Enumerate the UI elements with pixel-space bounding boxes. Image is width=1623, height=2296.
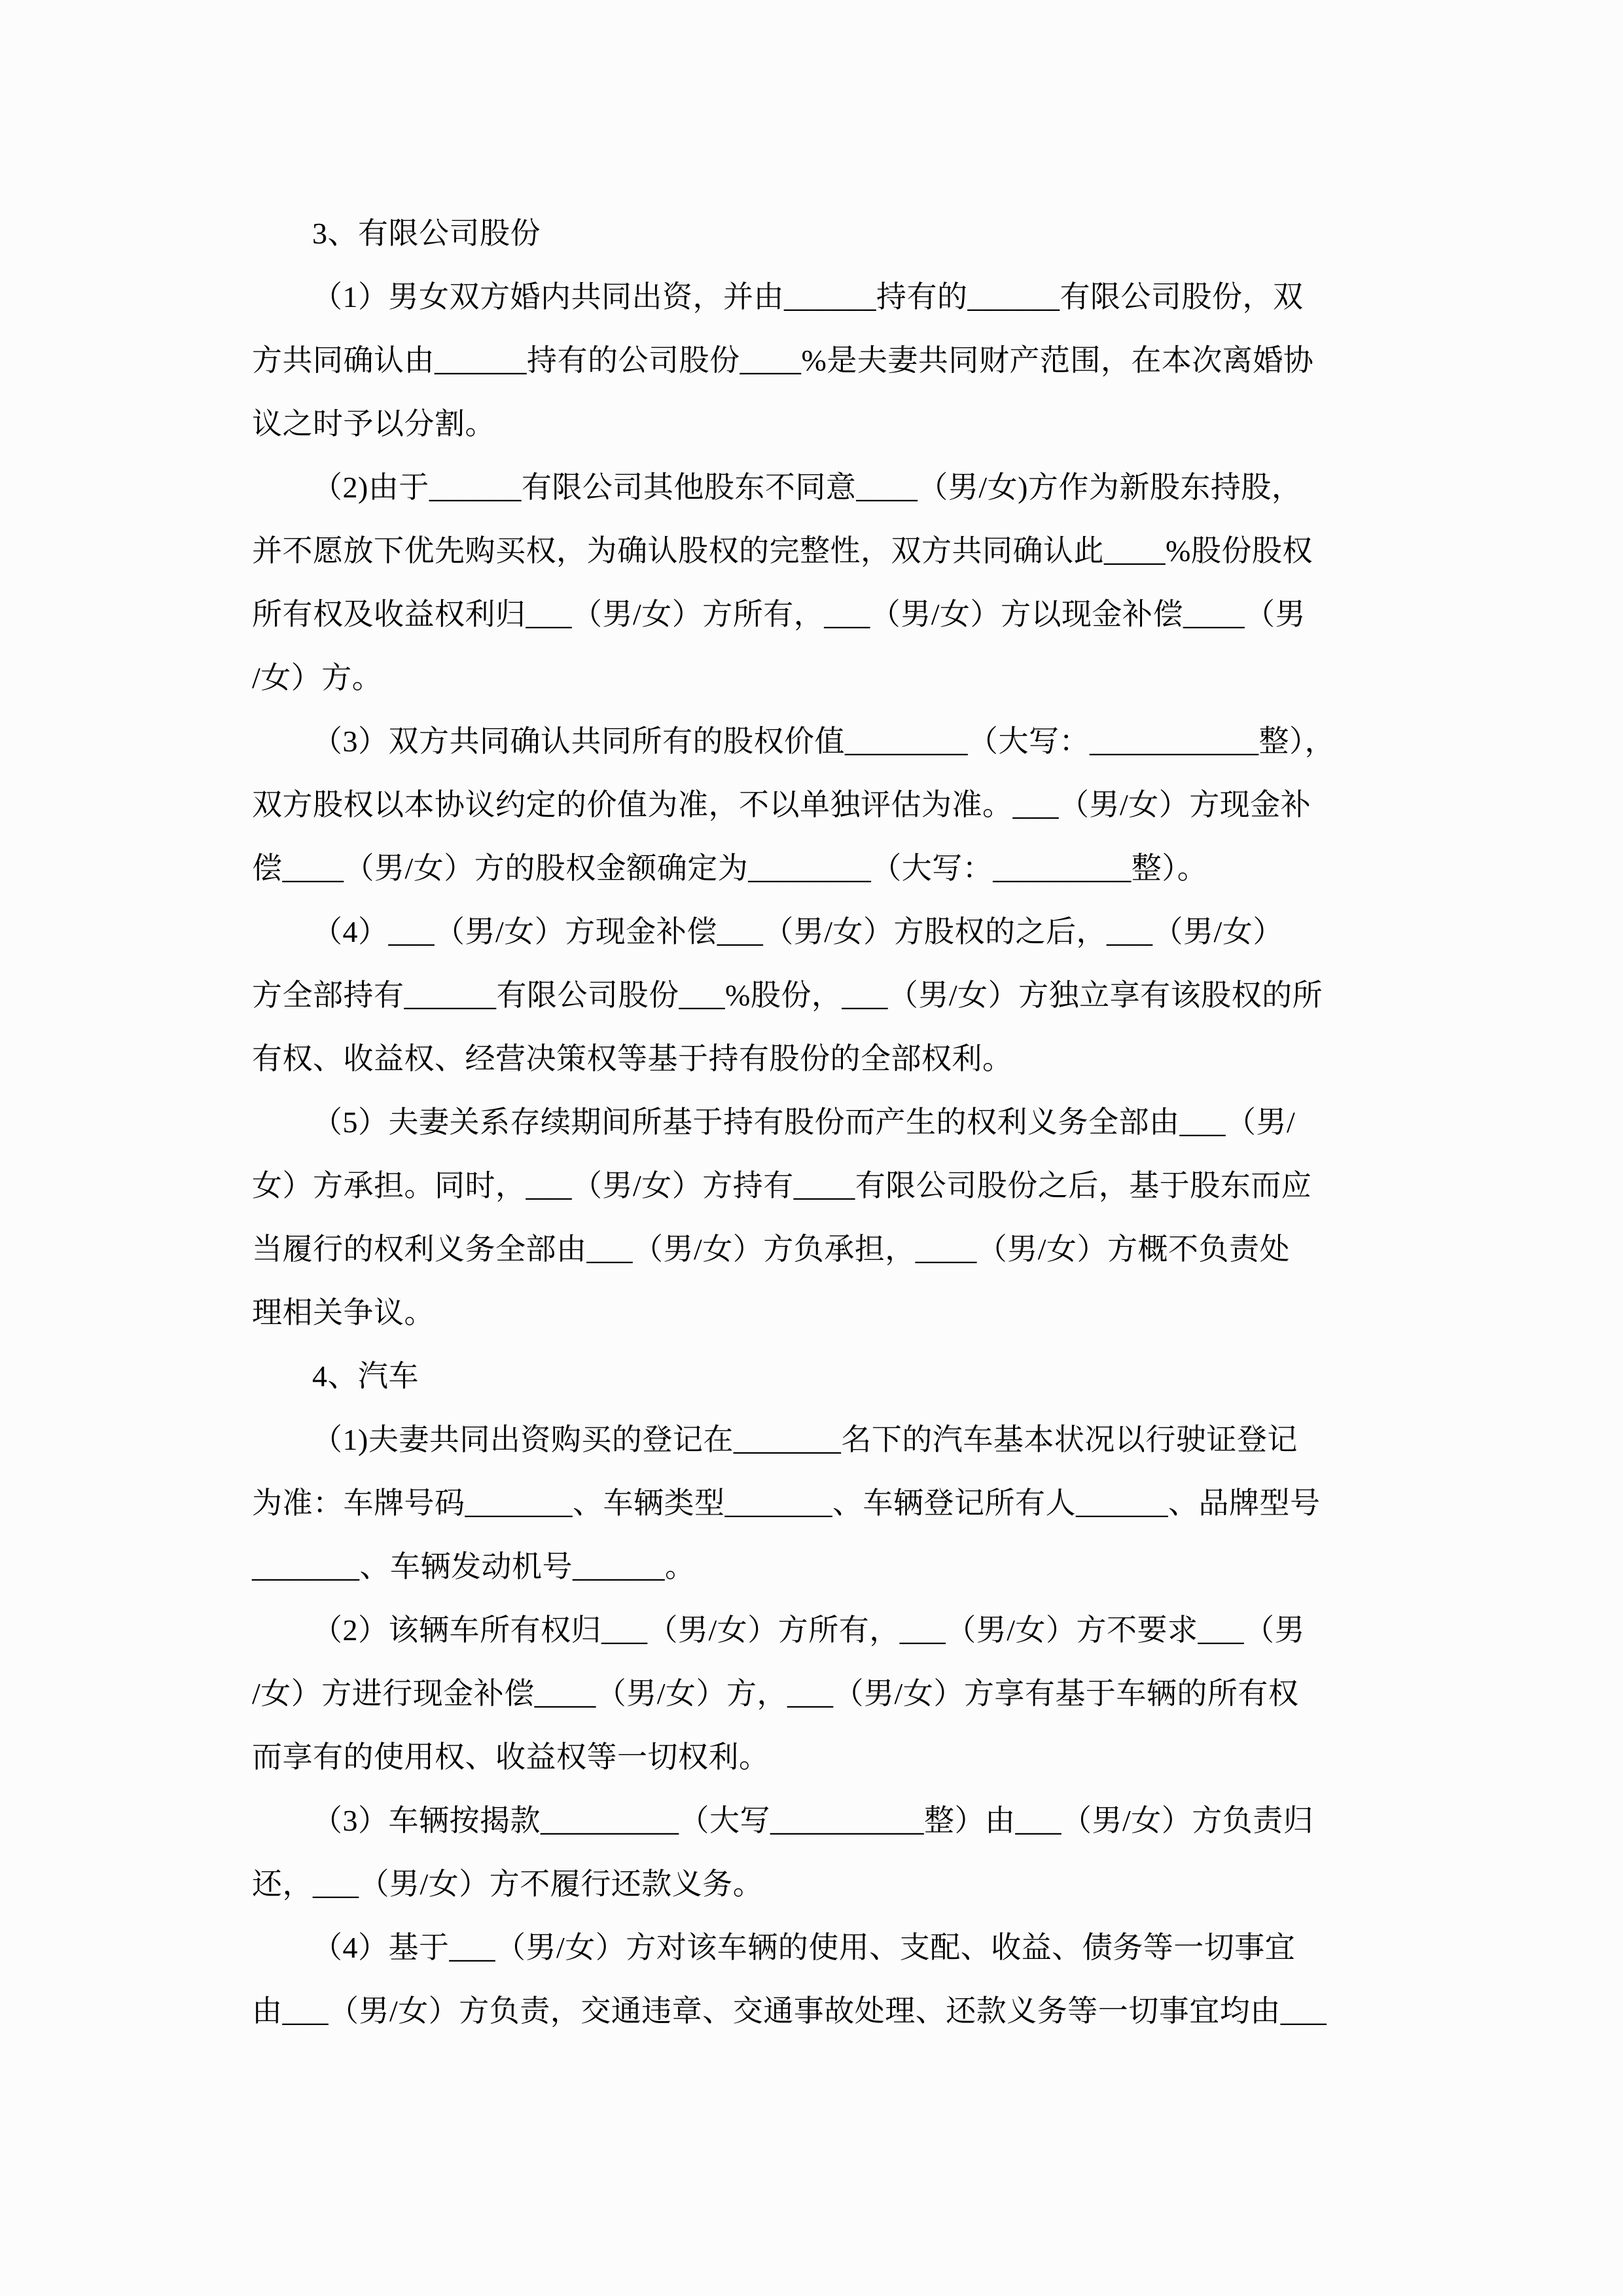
text-line: 还，___（男/女）方不履行还款义务。 (252, 1867, 764, 1901)
clause-4-3 (252, 1789, 1381, 1916)
text-line: 而享有的使用权、收益权等一切权利。 (252, 1740, 770, 1774)
text-line: 所有权及收益权利归___（男/女）方所有，___（男/女）方以现金补偿____（男 (252, 598, 1306, 631)
text-line: （5）夫妻关系存续期间所基于持有股份而产生的权利义务全部由___（男/ (312, 1105, 1296, 1139)
text-line: /女）方。 (252, 661, 383, 694)
text-line: （4）___（男/女）方现金补偿___（男/女）方股权的之后，___（男/女） (312, 915, 1283, 948)
clause-3-1 (252, 265, 1381, 456)
section-4-heading (252, 1344, 1381, 1408)
clause-3-2 (252, 456, 1381, 709)
text-line: 方全部持有______有限公司股份___%股份，___（男/女）方独立享有该股权的所 (252, 978, 1323, 1012)
text-line: _______、车辆发动机号______。 (252, 1550, 696, 1583)
text-line: 有权、收益权、经营决策权等基于持有股份的全部权利。 (252, 1042, 1013, 1075)
text-line: （2）该辆车所有权归___（男/女）方所有，___（男/女）方不要求___（男 (312, 1613, 1306, 1647)
text-line: 议之时予以分割。 (252, 407, 495, 440)
text-line: 3、有限公司股份 (312, 217, 541, 250)
clause-4-4 (252, 1916, 1381, 2043)
document-body (252, 202, 1381, 2043)
text-line: （2)由于______有限公司其他股东不同意____（男/女)方作为新股东持股， (312, 471, 1302, 504)
clause-3-3 (252, 709, 1381, 900)
text-line: 偿____（男/女）方的股权金额确定为________（大写：_________整）。 (252, 852, 1208, 885)
clause-4-2 (252, 1598, 1381, 1789)
text-line: （3）车辆按揭款_________（大写__________整）由___（男/女）方负责归 (312, 1804, 1314, 1837)
text-line: 双方股权以本协议约定的价值为准，不以单独评估为准。___（男/女）方现金补 (252, 788, 1311, 821)
text-line: 4、汽车 (312, 1359, 419, 1393)
text-line: 并不愿放下优先购买权，为确认股权的完整性，双方共同确认此____%股份股权 (252, 534, 1313, 567)
text-line: 当履行的权利义务全部由___（男/女）方负承担，____（男/女）方概不负责处 (252, 1232, 1291, 1266)
text-line: 女）方承担。同时，___（男/女）方持有____有限公司股份之后，基于股东而应 (252, 1169, 1312, 1202)
text-line: 理相关争议。 (252, 1296, 435, 1329)
section-3-heading (252, 202, 1381, 265)
text-line: /女）方进行现金补偿____（男/女）方，___（男/女）方享有基于车辆的所有权 (252, 1677, 1299, 1710)
text-line: （1)夫妻共同出资购买的登记在_______名下的汽车基本状况以行驶证登记 (312, 1423, 1298, 1456)
text-line: （3）双方共同确认共同所有的股权价值________（大写：___________整）， (312, 725, 1335, 758)
text-line: 方共同确认由______持有的公司股份____%是夫妻共同财产范围，在本次离婚协 (252, 344, 1314, 377)
clause-4-1 (252, 1408, 1381, 1598)
clause-3-4 (252, 900, 1381, 1090)
text-line: 由___（男/女）方负责，交通违章、交通事故处理、还款义务等一切事宜均由___ (252, 1994, 1327, 2028)
clause-3-5 (252, 1090, 1381, 1344)
text-line: 为准：车牌号码_______、车辆类型_______、车辆登记所有人______、品牌型号 (252, 1486, 1321, 1520)
text-line: （4）基于___（男/女）方对该车辆的使用、支配、收益、债务等一切事宜 (312, 1931, 1296, 1964)
text-line: （1）男女双方婚内共同出资，并由______持有的______有限公司股份，双 (312, 280, 1304, 314)
